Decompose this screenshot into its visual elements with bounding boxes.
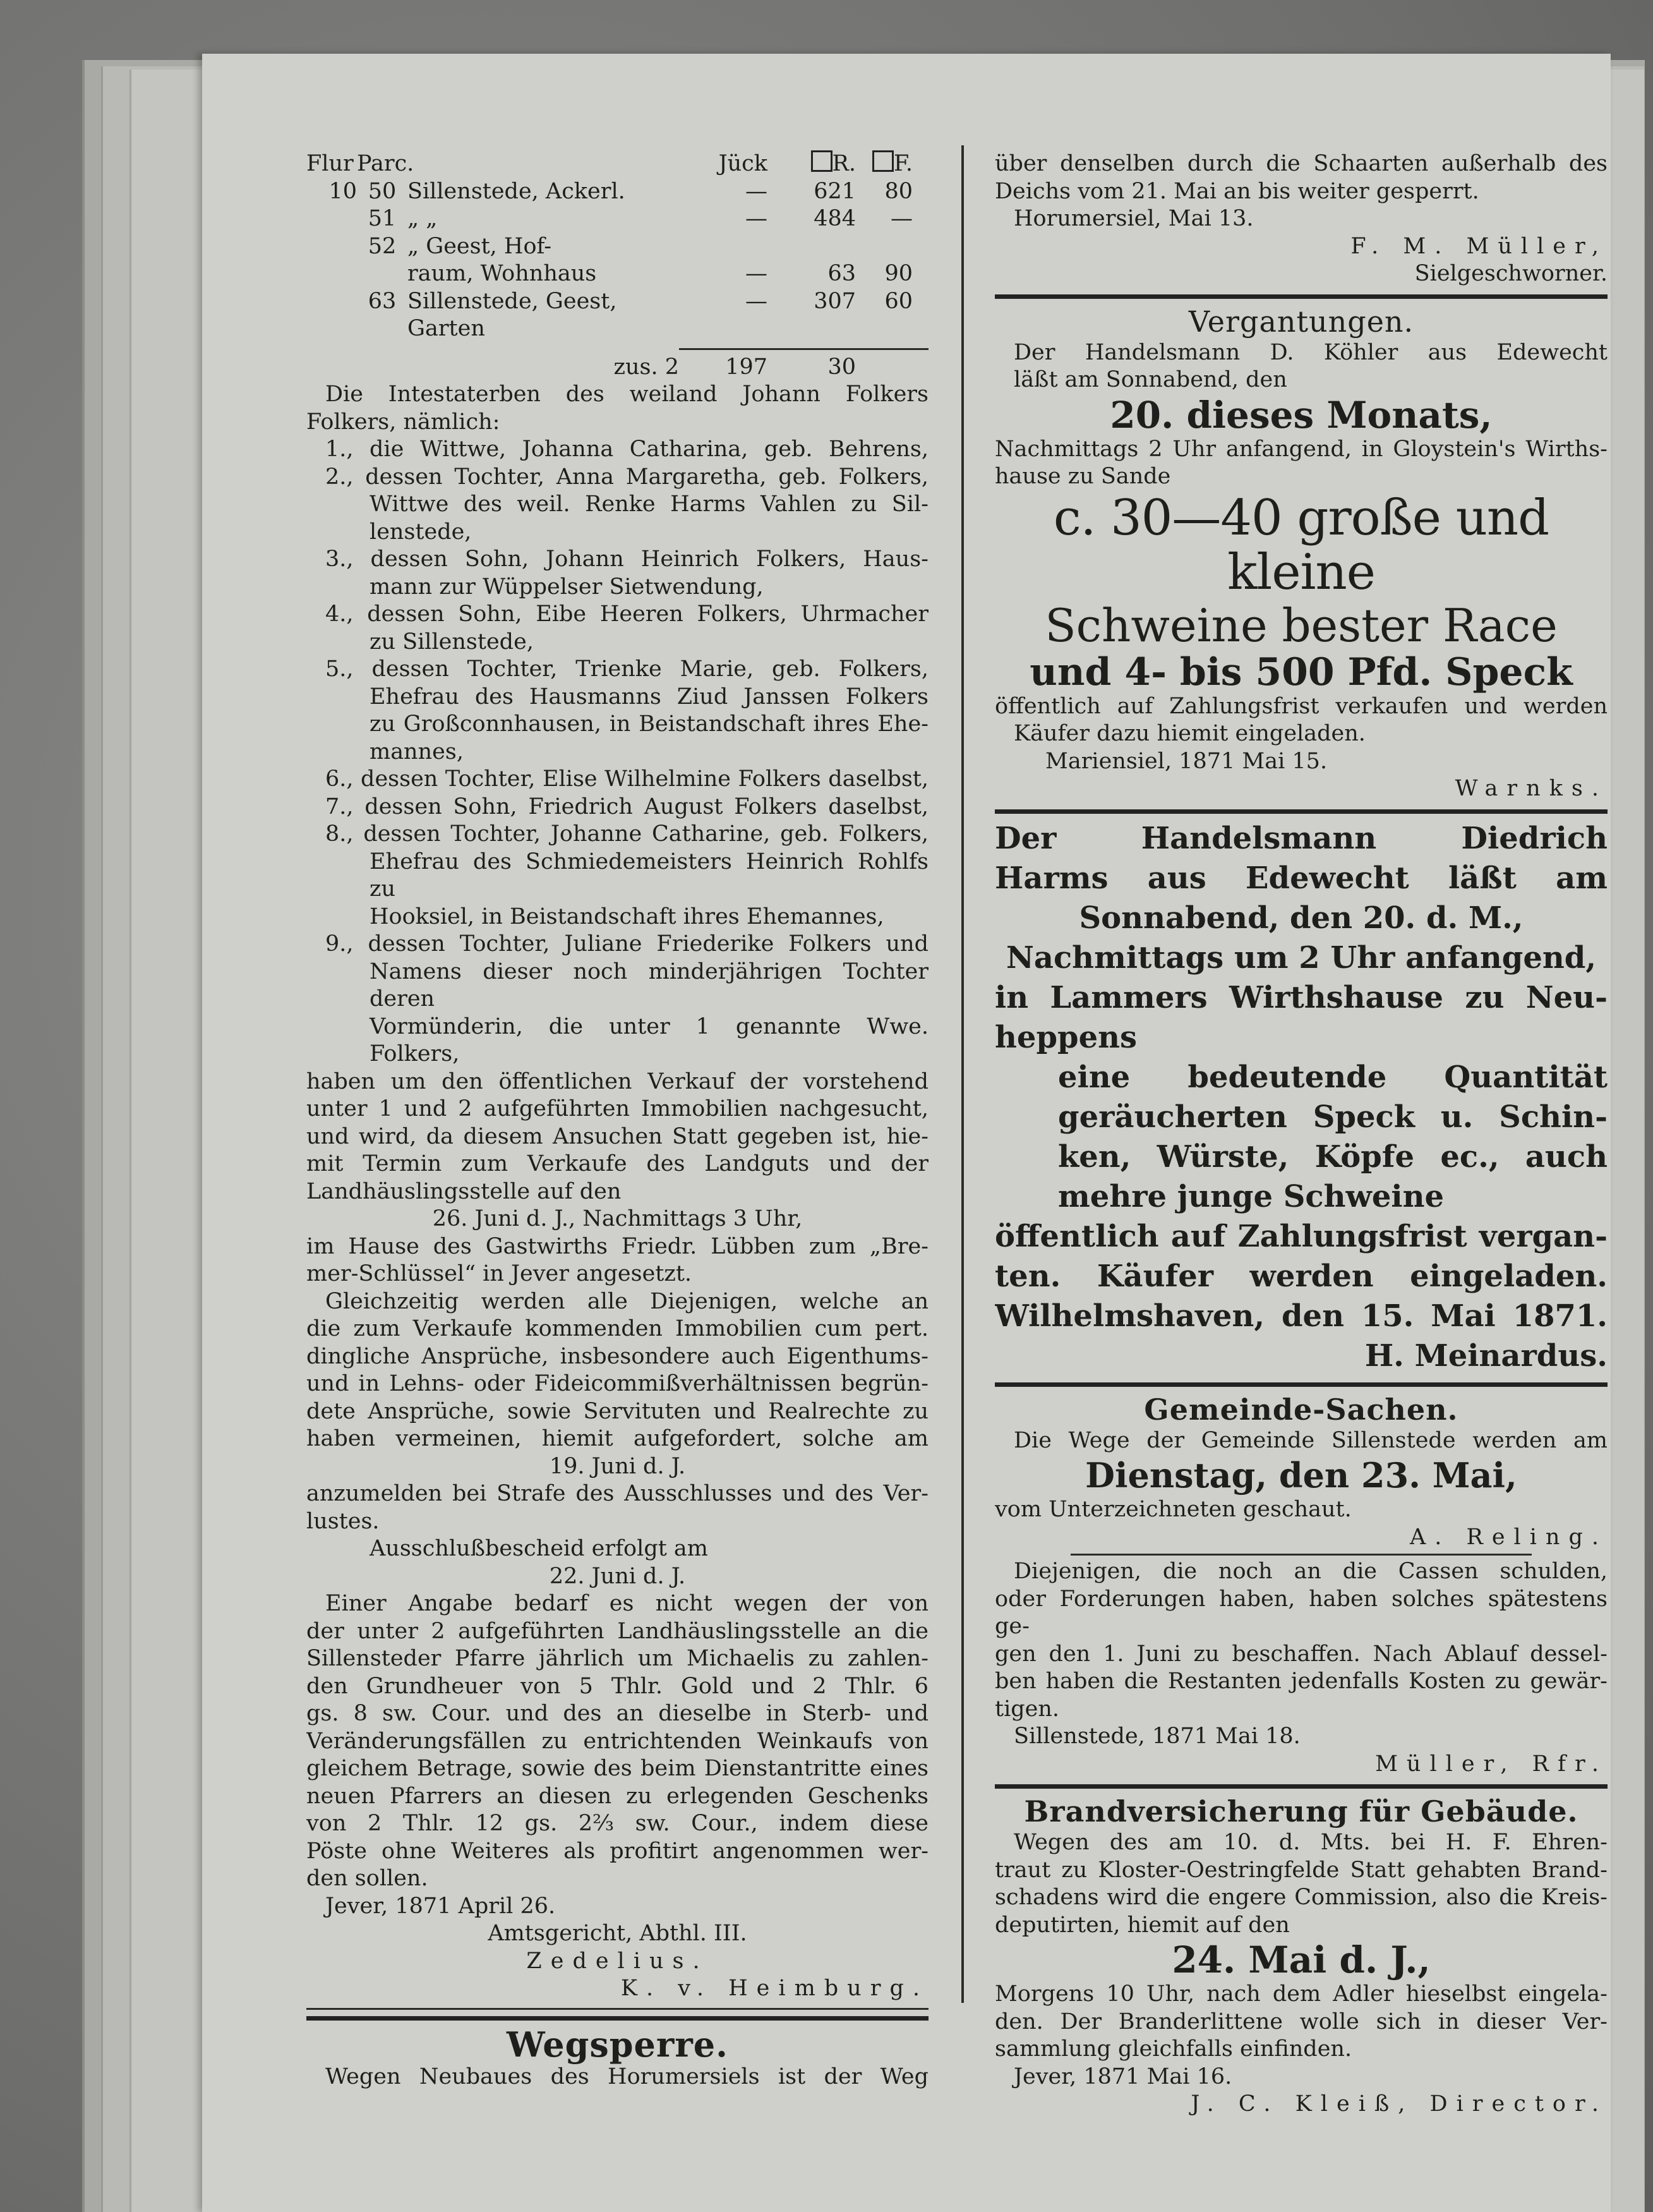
text-line: Vormünderin, die unter 1 genannte Wwe. Folkers,	[370, 1013, 929, 1067]
text-line: Namens dieser noch minderjährigen Tochter deren	[370, 958, 929, 1012]
table-cell: Sillenstede, Ackerl.	[407, 178, 625, 204]
text-line: mit Termin zum Verkaufe des Landguts und der	[306, 1151, 929, 1176]
table-cell: 80	[884, 178, 913, 204]
text-line: Jever, 1871 April 26.	[325, 1893, 556, 1919]
total-r: 197	[725, 354, 767, 380]
table-cell	[856, 233, 913, 261]
text-line: der unter 2 aufgeführten Landhäuslingsstelle an die	[306, 1618, 929, 1644]
text-line: ben haben die Restanten jedenfalls Kosten zu gewär-	[995, 1669, 1608, 1694]
signature-warnks: Warnks.	[1455, 776, 1608, 801]
brand-date: 24. Mai d. J.,	[1172, 1938, 1431, 1981]
table-cell: 484	[814, 206, 856, 231]
text-line: Hooksiel, in Beistandschaft ihres Ehemannes,	[370, 904, 884, 929]
table-cell	[357, 260, 407, 288]
text-line: oder Forderungen haben, haben solches spätestens ge-	[995, 1586, 1608, 1639]
ad-line: H. Meinardus.	[1364, 1338, 1608, 1374]
signature-heimburg: K. v. Heimburg.	[620, 1976, 929, 2001]
text-line: 1., die Wittwe, Johanna Catharina, geb. Behrens,	[325, 437, 929, 462]
text-line: schadens wird die engere Commission, also die Kreis-	[995, 1885, 1608, 1910]
text-line: Morgens 10 Uhr, nach dem Adler hieselbst eingela-	[995, 1981, 1608, 2007]
ad-line: Harms aus Edewecht läßt am	[995, 860, 1608, 896]
pigs-headline: c. 30—40 große und kleine	[1053, 489, 1549, 601]
text-line: 9., dessen Tochter, Juliane Friederike Folkers und	[325, 931, 929, 957]
text-line: den Grundheuer von 5 Thlr. Gold und 2 Thlr. 6	[306, 1673, 929, 1699]
ad-line: geräucherten Speck u. Schin-	[1058, 1099, 1608, 1135]
text-line: dingliche Ansprüche, insbesondere auch Eigenthums-	[306, 1343, 929, 1369]
text-line: Pöste ohne Weiteres als profitirt angenommen wer-	[306, 1838, 929, 1864]
table-cell: —	[745, 261, 767, 286]
section-rule-thick	[995, 809, 1608, 814]
checkbox-glyph	[872, 150, 894, 172]
sum-rule	[679, 348, 929, 350]
text-line: Die Intestaterben des weiland Johann Folkers	[325, 382, 929, 407]
text-line: gs. 8 sw. Cour. und des an dieselbe in Sterb- und	[306, 1701, 929, 1726]
table-cell: 60	[884, 288, 913, 314]
text-line: Ehefrau des Hausmanns Ziud Janssen Folkers	[370, 684, 929, 710]
brand-heading: Brandversicherung für Gebäude.	[1024, 1794, 1578, 1828]
vergantungen-line: öffentlich auf Zahlungsfrist verkaufen und werden	[995, 693, 1608, 719]
wegsperre-heading: Wegsperre.	[507, 2024, 728, 2065]
left-column	[306, 150, 929, 2091]
vergantungen-line: Nachmittags 2 Uhr anfangend, in Gloystein's Wirths-	[995, 436, 1608, 462]
text-line: sammlung gleichfalls einfinden.	[995, 2036, 1352, 2062]
text-line: zu Großconnhausen, in Beistandschaft ihres Ehe-	[370, 711, 929, 737]
vergantungen-heading: Vergantungen.	[1188, 304, 1414, 339]
table-header-cell: Jück	[718, 151, 767, 176]
gemeinde-heading: Gemeinde-Sachen.	[1144, 1392, 1458, 1427]
table-cell	[306, 288, 357, 343]
text-line: Jever, 1871 Mai 16.	[1014, 2064, 1232, 2089]
brand-notice	[995, 1829, 1608, 1939]
ad-line: Wilhelmshaven, den 15. Mai 1871.	[995, 1298, 1608, 1334]
text-line: Sillensteder Pfarre jährlich um Michaelis zu zahlen-	[306, 1646, 929, 1671]
text-line: traut zu Kloster-Oestringfelde Statt gehabten Brand-	[995, 1857, 1608, 1883]
gemeinde-line: vom Unterzeichneten geschaut.	[995, 1497, 1352, 1522]
table-cell: —	[891, 206, 913, 231]
ad-line: mehre junge Schweine	[1058, 1178, 1445, 1214]
signature-mueller: F. M. Müller,	[1350, 233, 1608, 259]
text-line: Wegen des am 10. d. Mts. bei H. F. Ehren-	[1014, 1830, 1608, 1855]
parcel-total	[306, 354, 929, 382]
text-line: 4., dessen Sohn, Eibe Heeren Folkers, Uhrmacher	[325, 601, 929, 627]
table-header-label: F.	[894, 151, 913, 176]
table-cell: „ Geest, Hof-	[407, 233, 552, 259]
text-line: über denselben durch die Schaarten außerhalb des	[995, 151, 1608, 176]
vergantungen-line: Der Handelsmann D. Köhler aus Edewecht	[1014, 339, 1608, 365]
gemeinde-date: Dienstag, den 23. Mai,	[1085, 1455, 1517, 1496]
text-line: 22. Juni d. J.	[549, 1563, 686, 1589]
text-line: Diejenigen, die noch an die Cassen schulden,	[1014, 1559, 1608, 1584]
table-cell: Sillenstede, Geest, Garten	[407, 288, 617, 341]
table-header-cell: Flur	[306, 151, 354, 176]
table-cell	[679, 233, 767, 261]
table-cell: raum, Wohnhaus	[407, 261, 597, 286]
gemeinde-notice	[995, 1558, 1608, 1751]
text-line: haben um den öffentlichen Verkauf der vorstehend	[306, 1068, 929, 1094]
table-header-cell	[856, 150, 913, 178]
table-cell: —	[745, 206, 767, 231]
table-cell	[306, 260, 357, 288]
signature-zedelius: Zedelius.	[526, 1948, 709, 1974]
text-line: und wird, da diesem Ansuchen Statt gegeben ist, hie-	[306, 1123, 929, 1149]
ad-line: ken, Würste, Köpfe ec., auch	[1058, 1139, 1608, 1175]
harms-advertisement	[995, 819, 1608, 1376]
text-line: Gleichzeitig werden alle Diejenigen, welche an	[325, 1288, 929, 1314]
text-line: dete Ansprüche, sowie Servituten und Realrechte zu	[306, 1398, 929, 1424]
text-line: deputirten, hiemit auf den	[995, 1912, 1290, 1938]
table-cell: 52	[368, 233, 397, 259]
vergantungen-line: hause zu Sande	[995, 464, 1171, 489]
table-cell: 10	[328, 178, 357, 204]
section-rule-thick	[306, 2016, 929, 2021]
ad-line: heppens	[995, 1019, 1138, 1055]
text-line: lenstede,	[370, 519, 472, 545]
text-line: Landhäuslingsstelle auf den	[306, 1178, 622, 1204]
text-line: im Hause des Gastwirths Friedr. Lübben zum „Bre-	[306, 1233, 929, 1259]
table-cell: 307	[814, 288, 856, 314]
text-line: Deichs vom 21. Mai an bis weiter gesperrt.	[995, 178, 1479, 204]
text-line: zu Sillenstede,	[370, 629, 534, 655]
table-cell: „ „	[407, 206, 438, 231]
text-line: tigen.	[995, 1696, 1060, 1722]
ad-line: Der Handelsmann Diedrich	[995, 820, 1608, 856]
table-header-cell: Parc.	[357, 151, 414, 176]
signature-mueller-rfr: Müller, Rfr.	[1375, 1751, 1608, 1777]
table-cell: 63	[827, 261, 856, 286]
vergantungen-place-date: Mariensiel, 1871 Mai 15.	[1045, 748, 1328, 774]
text-line: Sillenstede, 1871 Mai 18.	[1014, 1724, 1301, 1749]
table-cell: 621	[814, 178, 856, 204]
table-header-cell	[407, 150, 679, 178]
table-cell	[767, 233, 856, 261]
parcel-table	[306, 150, 929, 343]
short-rule	[1071, 1554, 1532, 1556]
table-cell	[306, 205, 357, 233]
total-f: 30	[827, 354, 856, 380]
signature-kleiss: J. C. Kleiß, Director.	[1191, 2091, 1608, 2117]
table-cell: —	[745, 178, 767, 204]
text-line: mann zur Wüppelser Sietwendung,	[370, 574, 764, 600]
text-line: 5., dessen Tochter, Trienke Marie, geb. Folkers,	[325, 656, 929, 682]
text-line: Ausschlußbescheid erfolgt am	[370, 1536, 708, 1561]
gemeinde-line: Die Wege der Gemeinde Sillenstede werden am	[1014, 1427, 1608, 1453]
section-rule-thick	[995, 1784, 1608, 1789]
wegsperre-continued	[995, 150, 1608, 233]
section-rule-thick	[995, 294, 1608, 299]
text-line: gleichem Betrage, sowie des beim Dienstantritte eines	[306, 1756, 929, 1781]
table-cell: 90	[884, 261, 913, 286]
wegsperre-text: Wegen Neubaues des Horumersiels ist der Weg	[325, 2064, 929, 2089]
vergantungen-line: Käufer dazu hiemit eingeladen.	[1014, 721, 1366, 746]
ad-line: öffentlich auf Zahlungsfrist vergan-	[995, 1218, 1608, 1254]
text-line: 26. Juni d. J., Nachmittags 3 Uhr,	[432, 1206, 803, 1231]
text-line: lustes.	[306, 1508, 380, 1534]
total-label: zus. 2	[613, 354, 679, 380]
text-line: haben vermeinen, hiemit aufgefordert, solche am	[306, 1426, 929, 1451]
text-line: Horumersiel, Mai 13.	[1014, 206, 1254, 231]
court-name: Amtsgericht, Abthl. III.	[488, 1921, 747, 1946]
intestate-notice	[306, 381, 929, 1920]
section-rule-thick	[995, 1382, 1608, 1387]
text-line: neuen Pfarrers an diesen zu erlegenden Geschenks	[306, 1783, 929, 1809]
text-line: die zum Verkaufe kommenden Immobilien cum pert.	[306, 1316, 929, 1341]
text-line: Veränderungsfällen zu entrichtenden Weinkaufs von	[306, 1728, 929, 1754]
text-line: Ehefrau des Schmiedemeisters Heinrich Rohlfs zu	[370, 849, 929, 902]
text-line: von 2 Thlr. 12 gs. 2⅔ sw. Cour., indem diese	[306, 1811, 929, 1836]
table-cell: 51	[368, 206, 397, 231]
text-line: 7., dessen Sohn, Friedrich August Folkers daselbst,	[325, 794, 929, 819]
brand-notice-2	[995, 1981, 1608, 2091]
text-line: Wittwe des weil. Renke Harms Vahlen zu Sil-	[370, 492, 929, 517]
text-line: anzumelden bei Strafe des Ausschlusses und des Ver-	[306, 1481, 929, 1506]
text-line: unter 1 und 2 aufgeführten Immobilien nachgesucht,	[306, 1096, 929, 1121]
table-header-label: R.	[832, 151, 856, 176]
text-line: 8., dessen Tochter, Johanne Catharine, geb. Folkers,	[325, 821, 929, 847]
text-line: Einer Angabe bedarf es nicht wegen der von	[325, 1591, 929, 1616]
table-header-cell	[767, 150, 856, 178]
signature-title: Sielgeschworner.	[1414, 261, 1608, 286]
text-line: 6., dessen Tochter, Elise Wilhelmine Folkers daselbst,	[325, 766, 929, 792]
table-cell: 50	[368, 178, 397, 204]
text-line: mer-Schlüssel“ in Jever angesetzt.	[306, 1261, 692, 1286]
text-line: den sollen.	[306, 1866, 428, 1891]
text-line: 2., dessen Tochter, Anna Margaretha, geb. Folkers,	[325, 464, 929, 490]
checkbox-glyph	[811, 150, 833, 172]
text-line: mannes,	[370, 739, 464, 765]
text-line: Folkers, nämlich:	[306, 409, 500, 435]
section-rule	[306, 2008, 929, 2010]
ad-line: eine bedeutende Quantität	[1058, 1059, 1608, 1095]
column-divider	[961, 145, 964, 2003]
table-cell: 63	[368, 288, 397, 314]
vergantungen-line: läßt am Sonnabend, den	[1014, 367, 1287, 392]
table-cell: —	[745, 288, 767, 314]
text-line: und in Lehns- oder Fideicommißverhältnissen begrün-	[306, 1371, 929, 1396]
ad-line: ten. Käufer werden eingeladen.	[995, 1258, 1608, 1294]
pigs-headline-2: Schweine bester Race	[1045, 598, 1558, 652]
auction-date: 20. dieses Monats,	[1110, 393, 1493, 437]
text-line: den. Der Branderlittene wolle sich in dieser Ver-	[995, 2009, 1608, 2034]
text-line: 19. Juni d. J.	[549, 1453, 686, 1479]
speck-headline: und 4- bis 500 Pfd. Speck	[1030, 650, 1573, 694]
ad-line: Sonnabend, den 20. d. M.,	[1079, 900, 1524, 936]
ad-line: Nachmittags um 2 Uhr anfangend,	[1006, 940, 1597, 976]
text-line: 3., dessen Sohn, Johann Heinrich Folkers, Haus-	[325, 547, 929, 572]
table-cell	[306, 233, 357, 261]
ad-line: in Lammers Wirthshause zu Neu-	[995, 979, 1608, 1015]
text-line: gen den 1. Juni zu beschaffen. Nach Ablauf dessel-	[995, 1641, 1608, 1667]
signature-reling: A. Reling.	[1409, 1524, 1608, 1550]
right-column	[995, 150, 1608, 2118]
